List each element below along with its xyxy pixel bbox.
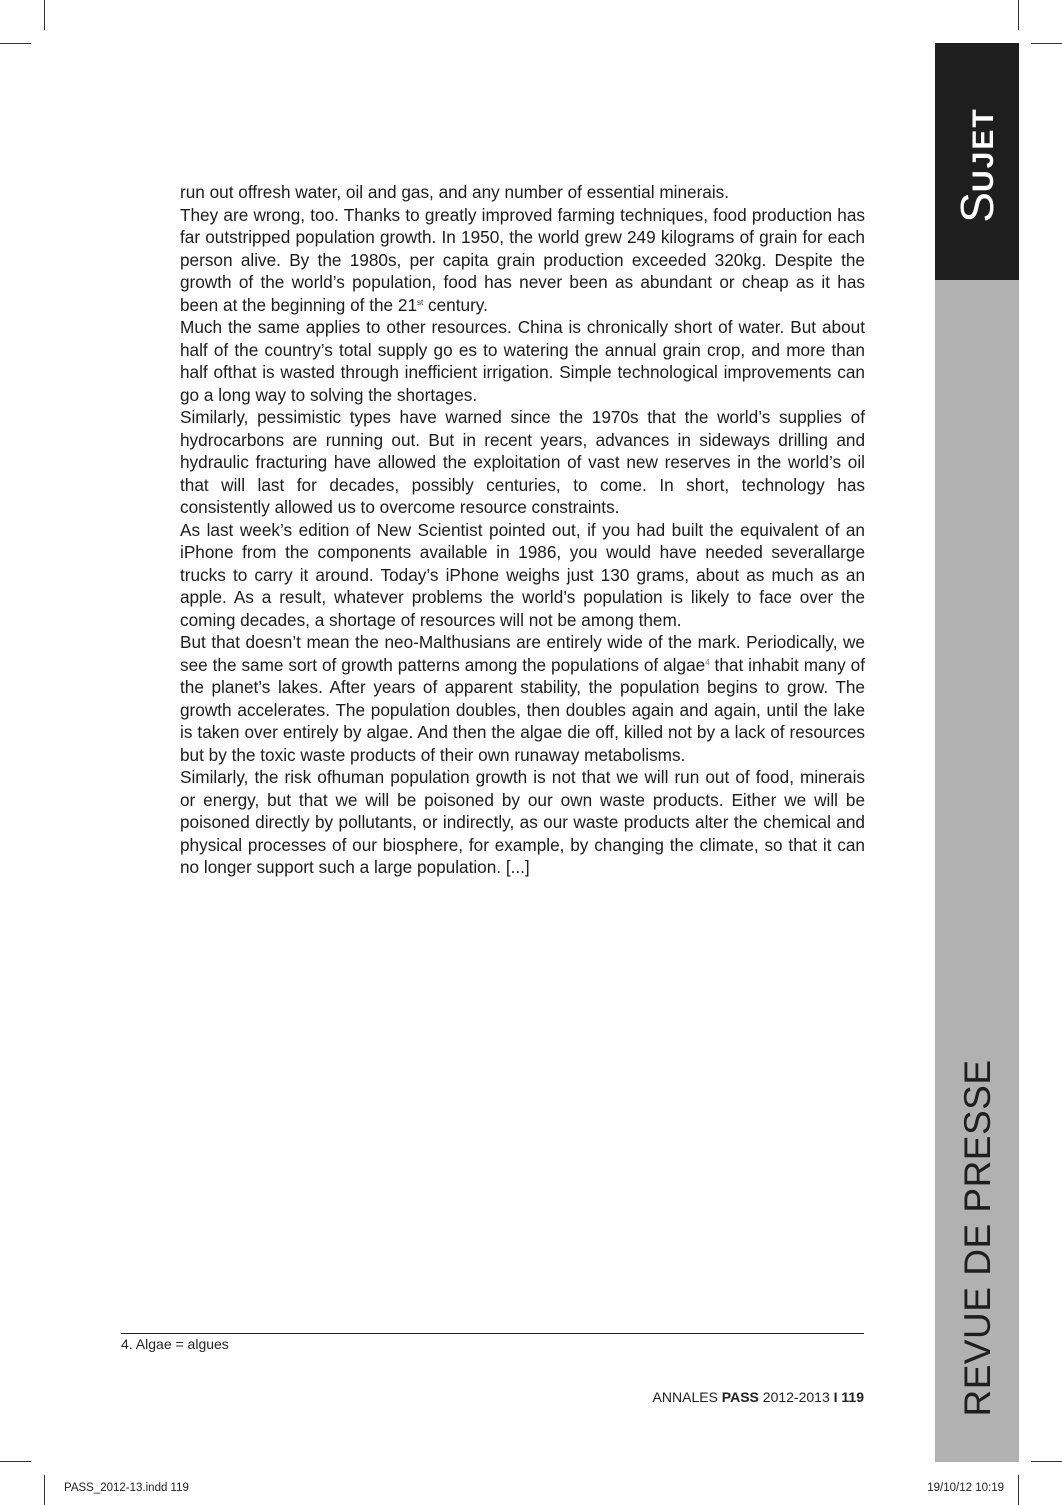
crop-mark-bottom-left-v	[44, 1475, 45, 1505]
paragraph-5	[180, 631, 865, 766]
paragraph-6: Similarly, the risk ofhuman population growth is not that we will run out of food, minerais or energy, but that we will be poisoned by our own waste products. Either we will be poisoned directly by pollutants, or indirectly, as our waste products alter the chemical and physical processes of our biosphere, for example, by changing the climate, so that it can no longer support such a large population. [...]	[180, 767, 865, 877]
folio-years: 2012-2013	[758, 1389, 834, 1405]
crop-mark-top-right-h	[1031, 43, 1062, 44]
page-folio	[653, 1389, 864, 1405]
slug-filename: PASS_2012-13.indd 119	[64, 1482, 189, 1494]
paragraph-5-text: But that doesn’t mean the neo-Malthusians are entirely wide of the mark. Periodically, we see the same sort of growth patterns among the populations of algae	[180, 632, 865, 675]
section-title-rest: UJET	[967, 107, 1000, 192]
footnote-reference[interactable]: 4	[705, 657, 710, 667]
article-first-line: run out offresh water, oil and gas, and any number of essential minerais.	[180, 182, 730, 202]
crop-mark-bottom-right-v	[1018, 1475, 1019, 1505]
paragraph-1-text-end: century.	[423, 294, 488, 315]
folio-prefix: ANNALES	[652, 1389, 722, 1405]
crop-mark-bottom-left-h	[0, 1461, 31, 1462]
footnote: 4. Algae = algues	[121, 1336, 229, 1352]
crop-mark-top-left-v	[44, 0, 45, 30]
article-body	[180, 181, 865, 879]
crop-mark-top-left-h	[0, 43, 31, 44]
ordinal-superscript: st	[417, 297, 424, 307]
paragraph-2: Much the same applies to other resources. China is chronically short of water. But about half of the country’s total supply go es to watering the annual grain crop, and more than half ofthat is wasted through inefficient irrigation. Simple technological improvements can go a long way to solving the shortages.	[180, 317, 865, 405]
paragraph-1-text: They are wrong, too. Thanks to greatly improved farming techniques, food production has far outstripped population growth. In 1950, the world grew 249 kilograms of grain for each person alive. By the 1980s, per capita grain production exceeded 320kg. Despite the growth of the world’s population, food has never been as abundant or cheap as it has been at the beginning of the 21	[180, 204, 865, 315]
slug-timestamp: 19/10/12 10:19	[927, 1482, 1004, 1494]
paragraph-3: Similarly, pessimistic types have warned since the 1970s that the world’s supplies of hydrocarbons are running out. But in recent years, advances in sideways drilling and hydraulic fracturing have allowed the exploitation of vast new reserves in the world’s oil that will last for decades, possibly centuries, to come. In short, technology has consistently allowed us to overcome resource constraints.	[180, 407, 865, 517]
paragraph-4: As last week’s edition of New Scientist pointed out, if you had built the equivalent of an iPhone from the components available in 1986, you would have needed severallarge trucks to carry it around. Today’s iPhone weighs just 130 grams, about as much as an apple. As a result, whatever problems the world’s population is likely to face over the coming decades, a shortage of resources will not be among them.	[180, 519, 865, 630]
page-number: 119	[837, 1389, 864, 1405]
section-title	[951, 107, 1003, 223]
crop-mark-top-right-v	[1018, 0, 1019, 30]
section-title-cap: S	[951, 192, 1003, 223]
crop-mark-bottom-right-h	[1031, 1461, 1062, 1462]
paragraph-5-text-end: that inhabit many of the planet’s lakes. After years of apparent stability, the population begins to grow. The growth accelerates. The population doubles, then doubles again and again, until the lake is taken over entirely by algae. And then the algae die off, killed not by a lack of resources but by the toxic waste products of their own runaway metabolisms.	[180, 654, 865, 765]
paragraph-1	[180, 204, 865, 317]
category-label: REVUE DE PRESSE	[957, 1059, 998, 1417]
folio-separator: I	[833, 1389, 838, 1405]
footnote-divider	[121, 1333, 864, 1334]
folio-brand: PASS	[721, 1389, 759, 1405]
